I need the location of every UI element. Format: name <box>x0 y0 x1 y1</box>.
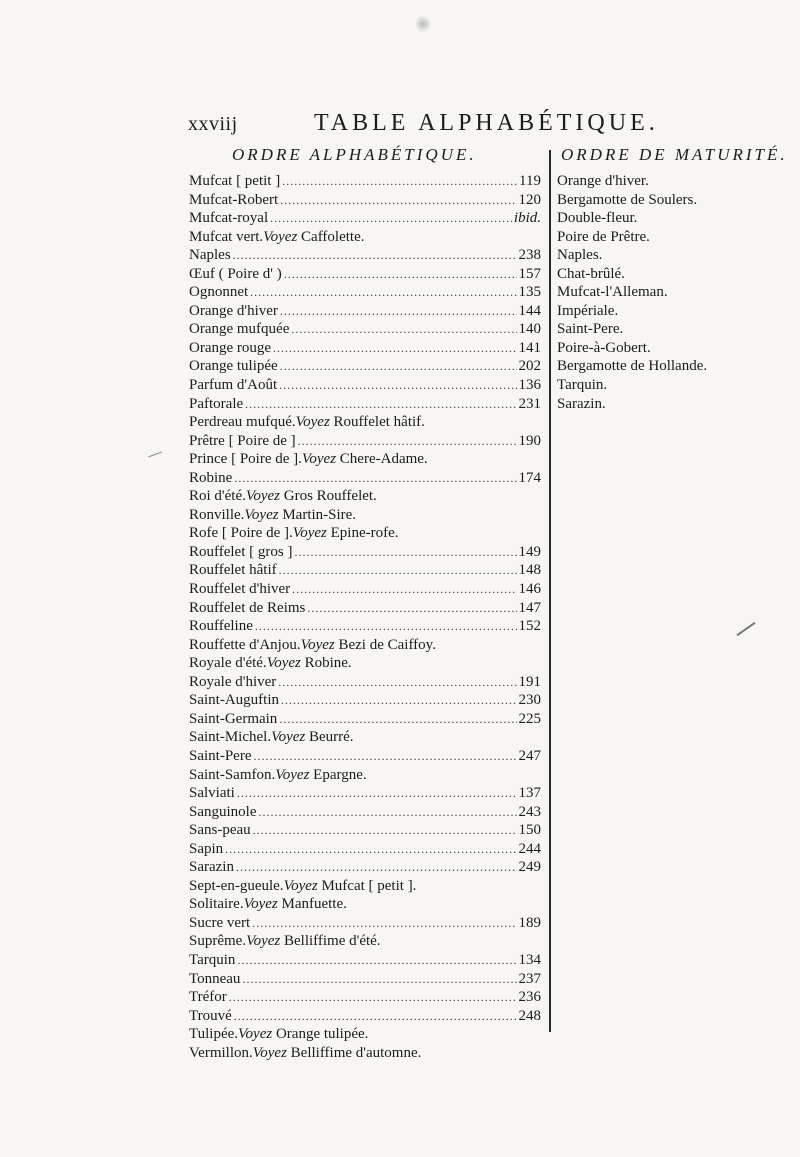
page-number: 148 <box>518 562 541 579</box>
cross-reference-label: Voyez <box>246 933 281 950</box>
index-entry <box>189 1007 541 1026</box>
index-entry <box>189 506 541 525</box>
cross-reference-label: Voyez <box>263 228 298 245</box>
entry-name: Sanguinole <box>189 803 257 820</box>
entry-name: Perdreau mufqué. <box>189 414 296 431</box>
index-entry <box>189 747 541 766</box>
cross-reference-label: Voyez <box>244 506 279 523</box>
leader-dots <box>280 191 516 210</box>
leader-dots <box>278 673 516 692</box>
index-entry <box>189 710 541 729</box>
cross-reference-label: Voyez <box>243 896 278 913</box>
index-entry <box>189 172 541 191</box>
entry-name: Sept-en-gueule. <box>189 877 284 894</box>
index-entry <box>189 320 541 339</box>
index-entry <box>189 895 541 914</box>
leader-dots <box>273 339 516 358</box>
paper-speck <box>416 14 430 34</box>
index-entry <box>189 432 541 451</box>
page-number: 119 <box>519 173 541 189</box>
index-entry <box>189 469 541 488</box>
entry-name: Suprême. <box>189 933 247 950</box>
entry-name: Sarazin <box>189 859 234 876</box>
index-entry <box>189 821 541 840</box>
index-entry <box>189 543 541 562</box>
leader-dots <box>253 821 517 840</box>
index-entry <box>189 803 541 822</box>
leader-dots <box>237 951 516 970</box>
cross-reference-target: Belliffime d'automne. <box>290 1044 422 1061</box>
index-entry <box>189 599 541 618</box>
cross-reference-label: Voyez <box>245 488 281 505</box>
cross-reference-label: Voyez <box>252 1044 287 1061</box>
maturity-heading: ORDRE DE MATURITÉ. <box>561 145 788 164</box>
maturity-entry: Impériale. <box>557 302 619 319</box>
index-entry <box>189 228 541 247</box>
index-entry <box>189 728 541 747</box>
maturity-entry: Sarazin. <box>557 395 606 412</box>
entry-name: Mufcat-royal <box>189 210 269 227</box>
leader-dots <box>292 580 516 599</box>
leader-dots <box>294 543 516 562</box>
page-number: 189 <box>518 914 541 931</box>
page-number: ibid. <box>513 210 541 227</box>
entry-name: Paftorale <box>189 395 244 412</box>
cross-reference-target: Epine-rofe. <box>330 525 399 542</box>
index-entry <box>189 450 541 469</box>
leader-dots <box>281 691 517 710</box>
leader-dots <box>279 710 516 729</box>
maturity-entry: Double-fleur. <box>557 210 638 227</box>
entry-name: Mufcat vert. <box>189 228 264 245</box>
leader-dots <box>280 302 517 321</box>
index-entry <box>189 413 541 432</box>
page-folio: xxviij <box>188 113 238 135</box>
cross-reference-label: Voyez <box>271 729 306 746</box>
entry-name: Sucre vert <box>189 914 251 931</box>
maturity-entry: Poire de Prêtre. <box>557 228 650 245</box>
alphabetical-index <box>189 172 541 1062</box>
index-entry <box>189 283 541 302</box>
index-entry <box>189 209 541 228</box>
leader-dots <box>237 784 517 803</box>
page-number: 190 <box>518 432 541 449</box>
maturity-entry: Bergamotte de Soulers. <box>557 191 698 208</box>
cross-reference-label: Voyez <box>283 877 318 894</box>
page-number: 243 <box>518 803 541 820</box>
page-number: 146 <box>518 581 541 598</box>
page-number: 238 <box>518 247 541 264</box>
entry-name: Œuf ( Poire d' ) <box>189 265 282 282</box>
index-entry <box>189 376 541 395</box>
entry-name: Saint-Samfon. <box>189 766 276 783</box>
page-number: 152 <box>518 618 541 635</box>
cross-reference-label: Voyez <box>266 655 301 672</box>
index-entry <box>189 487 541 506</box>
cross-reference-target: Gros Rouffelet. <box>283 488 377 505</box>
leader-dots <box>234 1007 517 1026</box>
cross-reference-target: Caffolette. <box>301 228 365 245</box>
leader-dots <box>253 747 516 766</box>
entry-name: Tréfor <box>189 989 227 1006</box>
leader-dots <box>225 840 516 859</box>
index-entry <box>189 840 541 859</box>
page-title: TABLE ALPHABÉTIQUE. <box>314 110 659 136</box>
cross-reference-target: Epargne. <box>313 766 367 783</box>
page-number: 236 <box>518 989 541 1006</box>
leader-dots <box>242 970 516 989</box>
index-entry <box>189 561 541 580</box>
maturity-entry: Orange d'hiver. <box>557 173 649 189</box>
index-entry <box>189 302 541 321</box>
index-entry <box>189 988 541 1007</box>
entry-name: Tulipée. <box>189 1026 239 1043</box>
entry-name: Prince [ Poire de ]. <box>189 451 302 468</box>
index-entry <box>189 1044 541 1063</box>
leader-dots <box>252 914 516 933</box>
leader-dots <box>279 376 516 395</box>
page-number: 141 <box>518 339 541 356</box>
maturity-entry: Poire-à-Gobert. <box>557 339 651 356</box>
leader-dots <box>234 469 516 488</box>
entry-name: Rouffelet [ gros ] <box>189 543 293 560</box>
entry-name: Ronville. <box>189 506 245 523</box>
page-number: 174 <box>518 469 541 486</box>
entry-name: Sans-peau <box>189 822 251 839</box>
entry-name: Naples <box>189 247 231 264</box>
alphabetical-heading: ORDRE ALPHABÉTIQUE. <box>232 145 477 164</box>
index-entry <box>189 858 541 877</box>
entry-name: Solitaire. <box>189 896 244 913</box>
entry-name: Robine <box>189 469 233 486</box>
entry-name: Orange d'hiver <box>189 302 278 319</box>
index-entry <box>189 357 541 376</box>
entry-name: Orange tulipée <box>189 358 278 375</box>
leader-dots <box>307 599 516 618</box>
maturity-entry: Saint-Pere. <box>557 321 624 338</box>
entry-name: Rouffette d'Anjou. <box>189 636 301 653</box>
entry-name: Sapin <box>189 840 224 857</box>
entry-name: Ognonnet <box>189 284 249 301</box>
page-number: 134 <box>518 951 541 968</box>
column-divider <box>549 150 551 1032</box>
page-number: 231 <box>518 395 541 412</box>
entry-name: Orange rouge <box>189 339 272 356</box>
entry-name: Salviati <box>189 785 235 802</box>
entry-name: Rofe [ Poire de ]. <box>189 525 293 542</box>
page-number: 120 <box>518 191 541 208</box>
cross-reference-target: Orange tulipée. <box>275 1026 369 1043</box>
page-number: 237 <box>518 970 541 987</box>
cross-reference-target: Chere-Adame. <box>339 451 428 468</box>
page-number: 225 <box>518 710 541 727</box>
cross-reference-label: Voyez <box>275 766 310 783</box>
index-entry <box>189 1025 541 1044</box>
index-entry <box>189 877 541 896</box>
maturity-entry: Chat-brûlé. <box>557 265 625 282</box>
index-entry <box>189 932 541 951</box>
cross-reference-label: Voyez <box>301 451 337 468</box>
page-number: 137 <box>518 785 541 802</box>
entry-name: Tarquin <box>189 951 236 968</box>
leader-dots <box>282 172 517 191</box>
leader-dots <box>245 395 516 414</box>
entry-name: Saint-Auguftin <box>189 692 279 709</box>
page-number: 249 <box>518 859 541 876</box>
leader-dots <box>250 283 516 302</box>
entry-name: Rouffelet de Reims <box>189 599 306 616</box>
index-entry <box>189 691 541 710</box>
page-number: 230 <box>518 692 541 709</box>
index-entry <box>189 617 541 636</box>
cross-reference-target: Belliffime d'été. <box>283 933 381 950</box>
entry-name: Parfum d'Août <box>189 377 278 394</box>
leader-dots <box>233 246 517 265</box>
maturity-entry: Mufcat-l'Alleman. <box>557 284 668 301</box>
cross-reference-label: Voyez <box>300 636 335 653</box>
cross-reference-target: Bezi de Caiffoy. <box>338 636 436 653</box>
cross-reference-target: Rouffelet hâtif. <box>333 414 425 431</box>
page-number: 149 <box>518 543 541 560</box>
entry-name: Saint-Germain <box>189 710 278 727</box>
entry-name: Orange mufquée <box>189 321 290 338</box>
page-number: 202 <box>518 358 541 375</box>
maturity-index <box>557 172 787 413</box>
page-number: 150 <box>518 822 541 839</box>
entry-name: Trouvé <box>189 1007 232 1024</box>
page-number: 136 <box>518 377 541 394</box>
cross-reference-target: Robine. <box>304 655 352 672</box>
entry-name: Saint-Michel. <box>189 729 272 746</box>
leader-dots <box>298 432 517 451</box>
margin-mark <box>736 622 755 636</box>
entry-name: Tonneau <box>189 970 241 987</box>
leader-dots <box>291 320 516 339</box>
index-entry <box>189 914 541 933</box>
index-entry <box>189 951 541 970</box>
index-entry <box>189 191 541 210</box>
index-entry <box>189 395 541 414</box>
page-number: 135 <box>518 284 541 301</box>
cross-reference-target: Manfuette. <box>281 896 347 913</box>
entry-name: Rouffelet d'hiver <box>189 581 291 598</box>
index-entry <box>189 766 541 785</box>
index-entry <box>189 784 541 803</box>
index-entry <box>189 580 541 599</box>
entry-name: Roi d'été. <box>189 488 246 505</box>
entry-name: Saint-Pere <box>189 747 252 764</box>
page-number: 144 <box>518 302 541 319</box>
entry-name: Mufcat [ petit ] <box>189 173 281 189</box>
page-number: 248 <box>518 1007 541 1024</box>
page-number: 157 <box>518 265 541 282</box>
cross-reference-label: Voyez <box>292 525 327 542</box>
maturity-entry: Tarquin. <box>557 377 608 394</box>
entry-name: Rouffelet hâtif <box>189 562 277 579</box>
cross-reference-label: Voyez <box>295 414 330 431</box>
page-number: 147 <box>518 599 541 616</box>
index-entry <box>189 970 541 989</box>
leader-dots <box>236 858 517 877</box>
entry-name: Prêtre [ Poire de ] <box>189 432 296 449</box>
maturity-entry: Bergamotte de Hollande. <box>557 358 708 375</box>
margin-mark <box>148 452 161 458</box>
leader-dots <box>279 561 517 580</box>
cross-reference-target: Mufcat [ petit ]. <box>321 877 417 894</box>
entry-name: Royale d'hiver <box>189 673 277 690</box>
leader-dots <box>229 988 517 1007</box>
leader-dots <box>259 803 517 822</box>
leader-dots <box>280 357 517 376</box>
maturity-entry: Naples. <box>557 247 603 264</box>
index-entry <box>189 246 541 265</box>
leader-dots <box>270 209 512 228</box>
cross-reference-label: Voyez <box>238 1026 273 1043</box>
entry-name: Rouffeline <box>189 618 253 635</box>
entry-name: Royale d'été. <box>189 655 267 672</box>
page-number: 191 <box>518 673 541 690</box>
index-entry <box>189 339 541 358</box>
leader-dots <box>284 265 517 284</box>
entry-name: Vermillon. <box>189 1044 253 1061</box>
index-entry <box>189 654 541 673</box>
index-entry <box>189 265 541 284</box>
cross-reference-target: Martin-Sire. <box>282 506 357 523</box>
cross-reference-target: Beurré. <box>308 729 354 746</box>
entry-name: Mufcat-Robert <box>189 191 279 208</box>
leader-dots <box>255 617 517 636</box>
index-entry <box>189 524 541 543</box>
index-entry <box>189 636 541 655</box>
page-number: 247 <box>518 747 541 764</box>
page-number: 244 <box>518 840 541 857</box>
page-number: 140 <box>518 321 541 338</box>
index-entry <box>189 673 541 692</box>
